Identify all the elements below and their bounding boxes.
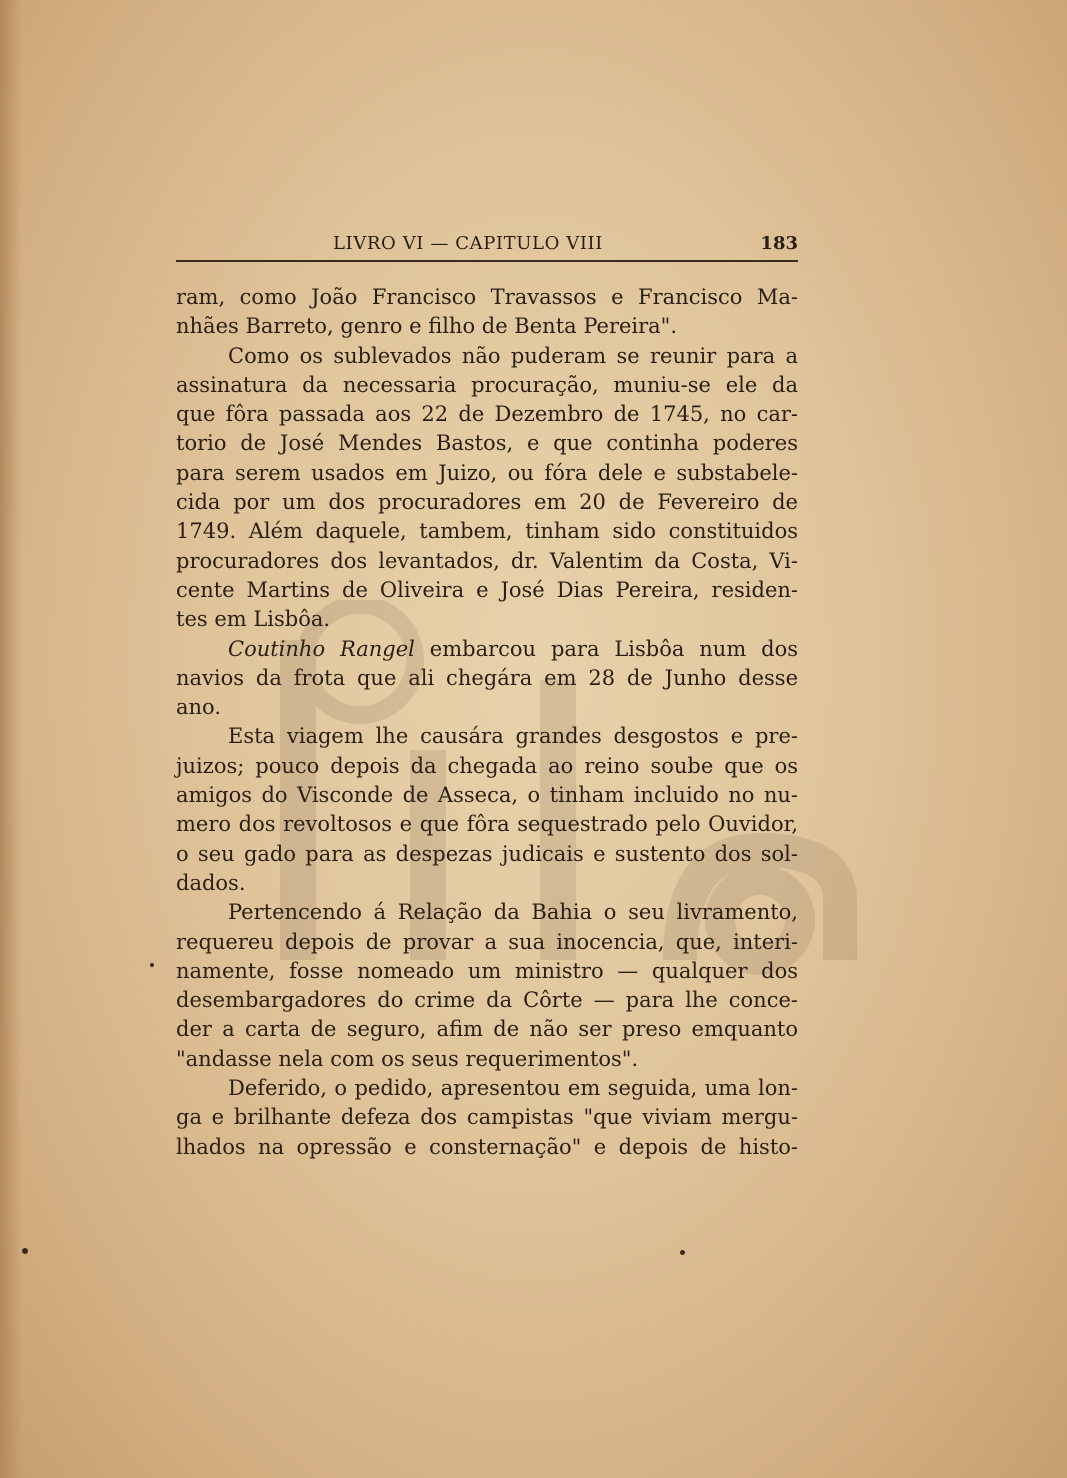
ink-speck [150,963,154,967]
body-text [176,283,798,1162]
text-line: o seu gado para as despezas judicais e sustento dos sol- [176,841,798,866]
text-line: 1749. Além daquele, tambem, tinham sido constituidos [176,519,798,544]
text-line-rest: embarcou para Lisbôa num dos [429,636,798,661]
text-line: navios da frota que ali chegára em 28 de Junho desse [176,665,798,690]
text-line: cida por um dos procuradores em 20 de Fevereiro de [176,490,798,515]
text-line: ga e brilhante defeza dos campistas "que viviam mergu- [176,1105,798,1130]
ink-speck [680,1250,685,1255]
text-line: mero dos revoltosos e que fôra sequestrado pelo Ouvidor, [176,812,798,837]
text-line: assinatura da necessaria procuração, muniu-se ele da [176,372,798,397]
text-line: amigos do Visconde de Asseca, o tinham incluido no nu- [176,783,798,808]
page-number: 183 [760,233,798,254]
italic-name: Coutinho Rangel [228,636,415,661]
text-line: dados. [176,870,246,895]
text-line: cente Martins de Oliveira e José Dias Pereira, residen- [176,577,798,602]
ink-speck [22,1248,28,1254]
text-line: procuradores dos levantados, dr. Valentim da Costa, Vi- [176,548,798,573]
text-line: lhados na opressão e consternação" e depois de histo- [176,1134,798,1159]
text-line: ano. [176,695,221,720]
text-line: que fôra passada aos 22 de Dezembro de 1745, no car- [176,402,798,427]
text-line: Esta viagem lhe causára grandes desgostos e pre- [228,724,798,749]
text-line: "andasse nela com os seus requerimentos". [176,1046,639,1071]
text-line: nhães Barreto, genro e filho de Benta Pereira". [176,314,678,339]
text-line: torio de José Mendes Bastos, e que continha poderes [176,431,798,456]
text-line: ram, como João Francisco Travassos e Francisco Ma- [176,285,798,309]
header-rule [176,260,798,262]
text-line: tes em Lisbôa. [176,607,331,632]
text-line: para serem usados em Juizo, ou fóra dele e substabele- [176,460,798,485]
page-edge-shadow [0,0,22,1478]
text-line: der a carta de seguro, afim de não ser preso emquanto [176,1017,798,1042]
page-header [176,229,798,261]
text-line [176,635,798,664]
running-head: LIVRO VI — CAPITULO VIII [333,233,603,254]
text-line: Pertencendo á Relação da Bahia o seu livramento, [228,900,798,925]
text-line: namente, fosse nomeado um ministro — qualquer dos [176,958,798,983]
text-line: requereu depois de provar a sua inocencia, que, interi- [176,929,798,954]
text-line: Deferido, o pedido, apresentou em seguida, uma lon- [228,1076,798,1101]
text-line: Como os sublevados não puderam se reunir para a [228,343,798,368]
text-line: desembargadores do crime da Côrte — para lhe conce- [176,988,798,1013]
text-line: juizos; pouco depois da chegada ao reino soube que os [176,753,798,778]
